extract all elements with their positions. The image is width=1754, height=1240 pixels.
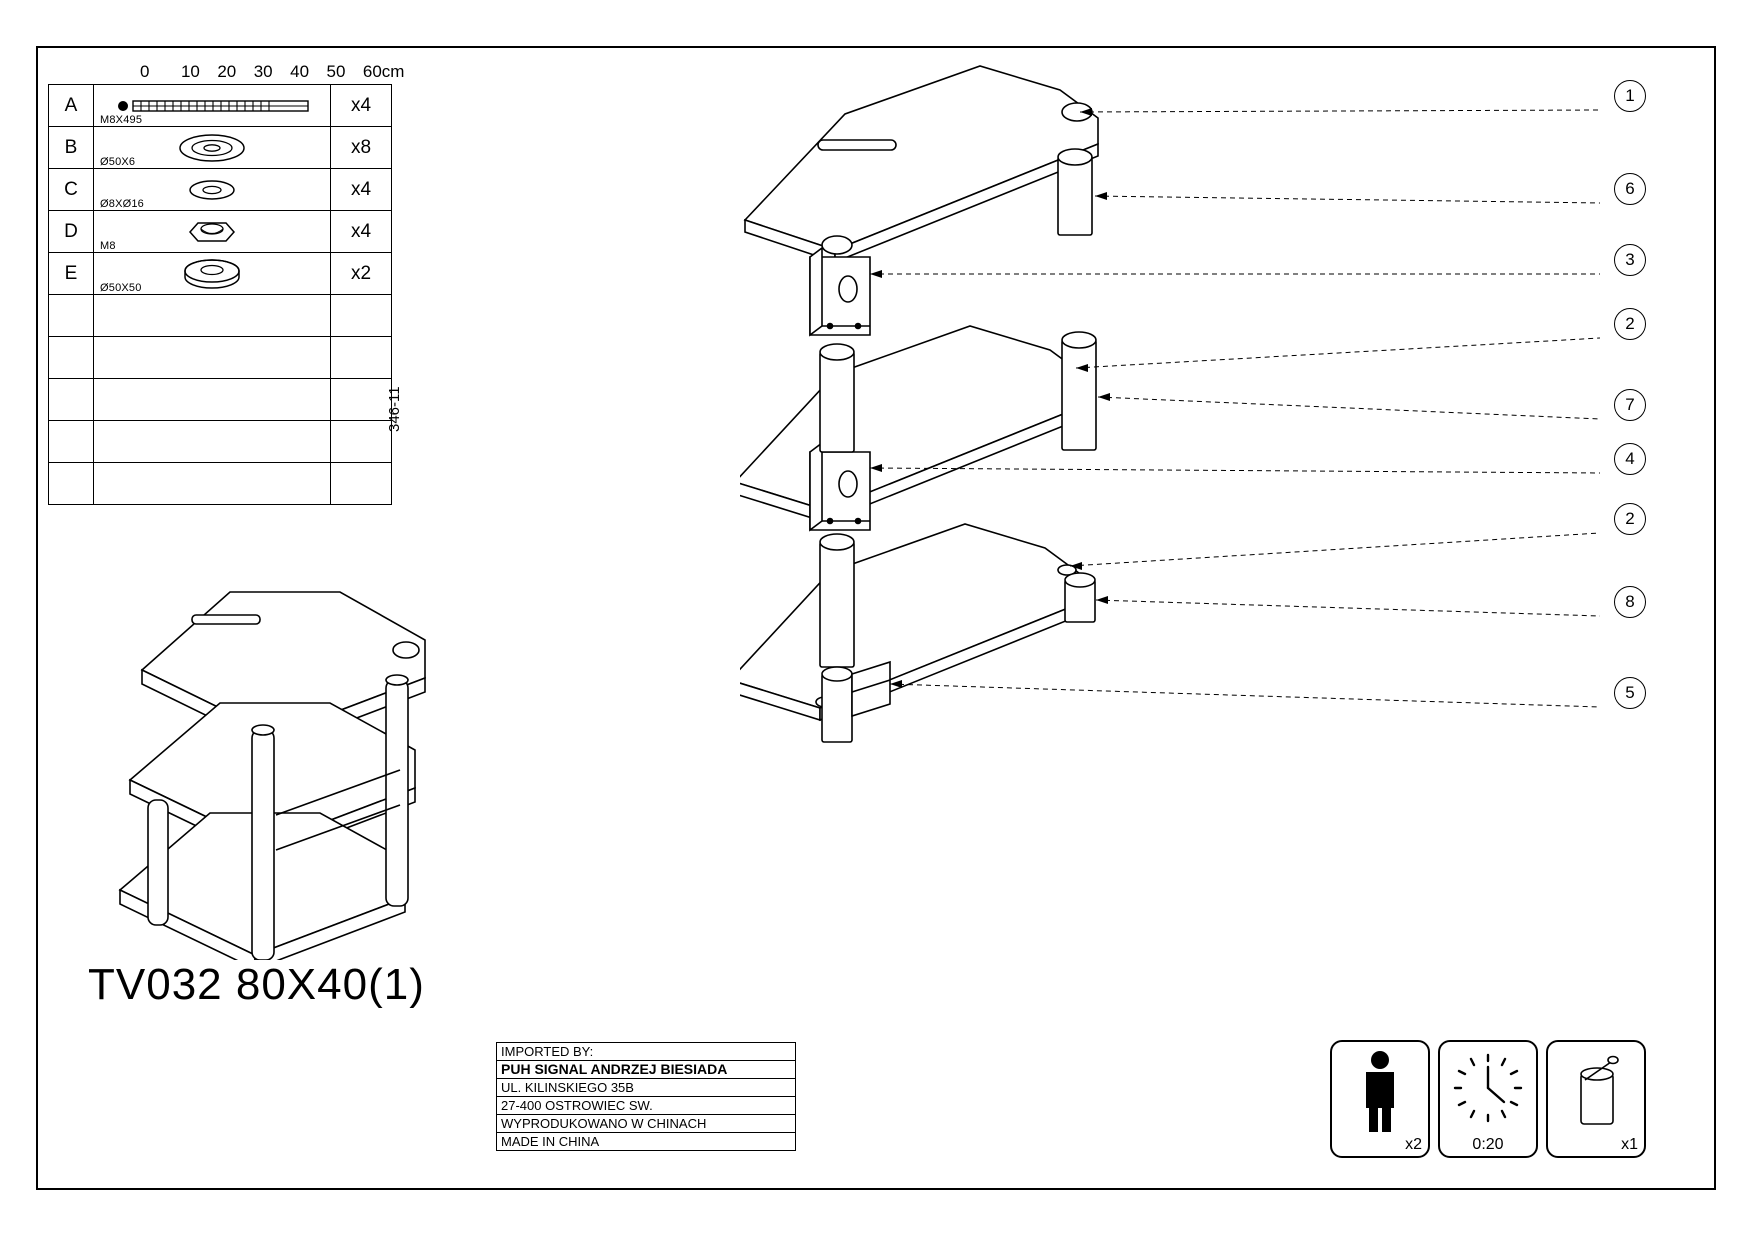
importer-info-box: [496, 1042, 796, 1151]
part-letter: [49, 421, 94, 463]
table-row: [49, 421, 392, 463]
exploded-assembly-diagram: [740, 52, 1600, 772]
parts-list-table: [48, 84, 392, 505]
callout-1: 1: [1614, 80, 1646, 112]
ruler-label: 60cm: [362, 62, 405, 81]
part-image-cell: [94, 169, 331, 211]
callout-5: 5: [1614, 677, 1646, 709]
part-image-cell: [94, 295, 331, 337]
table-row: [49, 463, 392, 505]
part-letter: D: [49, 211, 94, 253]
part-qty: x4: [331, 169, 392, 211]
part-qty: x8: [331, 127, 392, 169]
importer-company: PUH SIGNAL ANDRZEJ BIESIADA: [497, 1061, 795, 1079]
callout-2-upper: 2: [1614, 308, 1646, 340]
persons-count: x2: [1405, 1136, 1422, 1153]
part-qty: x4: [331, 85, 392, 127]
part-spec: Ø50X6: [100, 156, 136, 168]
part-spec: Ø50X50: [100, 282, 142, 294]
callout-2-lower: 2: [1614, 503, 1646, 535]
ruler-label: 10: [180, 62, 200, 81]
part-letter: [49, 295, 94, 337]
part-letter: E: [49, 253, 94, 295]
assembly-time-box: [1438, 1040, 1538, 1158]
table-row: [49, 211, 392, 253]
ruler-label: 50: [326, 62, 346, 81]
part-qty: [331, 421, 392, 463]
ruler-label: 0: [140, 62, 150, 81]
importer-line: MADE IN CHINA: [501, 1134, 600, 1149]
persons-required-box: [1330, 1040, 1430, 1158]
ruler-label: 20: [217, 62, 237, 81]
part-image-cell: [94, 379, 331, 421]
part-qty: [331, 463, 392, 505]
part-spec: M8X495: [100, 114, 143, 126]
part-spec: M8: [100, 240, 116, 252]
page-title: TV032 80X40(1): [88, 960, 425, 1009]
callout-3: 3: [1614, 244, 1646, 276]
drawing-code: 346-11: [386, 386, 403, 432]
part-qty: [331, 379, 392, 421]
part-qty: x2: [331, 253, 392, 295]
table-row: [49, 379, 392, 421]
importer-line: WYPRODUKOWANO W CHINACH: [497, 1115, 795, 1133]
part-qty: x4: [331, 211, 392, 253]
table-row: [49, 169, 392, 211]
part-image-cell: [94, 337, 331, 379]
tool-required-box: [1546, 1040, 1646, 1158]
callout-6: 6: [1614, 173, 1646, 205]
part-letter: B: [49, 127, 94, 169]
table-row: [49, 127, 392, 169]
part-image-cell: [94, 127, 331, 169]
part-qty: [331, 337, 392, 379]
part-letter: [49, 337, 94, 379]
part-image-cell: [94, 85, 331, 127]
table-row: [49, 253, 392, 295]
person-icon: [1332, 1048, 1428, 1134]
table-row: [49, 337, 392, 379]
clock-icon: [1440, 1048, 1536, 1128]
glue-icon: [1548, 1048, 1644, 1132]
part-spec: Ø8XØ16: [100, 198, 145, 210]
importer-line: UL. KILINSKIEGO 35B: [497, 1079, 795, 1097]
part-image-cell: [94, 421, 331, 463]
callout-7: 7: [1614, 389, 1646, 421]
part-image-cell: [94, 463, 331, 505]
callout-4: 4: [1614, 443, 1646, 475]
part-letter: [49, 463, 94, 505]
part-letter: [49, 379, 94, 421]
part-image-cell: [94, 253, 331, 295]
importer-line: IMPORTED BY:: [497, 1043, 795, 1061]
scale-ruler-labels: [140, 62, 404, 82]
ruler-label: 40: [290, 62, 310, 81]
nut-icon: [94, 211, 330, 252]
part-image-cell: [94, 211, 331, 253]
part-letter: A: [49, 85, 94, 127]
ruler-label: 30: [253, 62, 273, 81]
tool-count: x1: [1621, 1136, 1638, 1153]
assembly-time: 0:20: [1472, 1136, 1504, 1153]
callout-8: 8: [1614, 586, 1646, 618]
part-letter: C: [49, 169, 94, 211]
table-row: [49, 295, 392, 337]
table-row: [49, 85, 392, 127]
importer-line: 27-400 OSTROWIEC SW.: [497, 1097, 795, 1115]
assembly-info-boxes: [1330, 1040, 1646, 1158]
part-qty: [331, 295, 392, 337]
assembled-product-illustration: [80, 560, 500, 960]
